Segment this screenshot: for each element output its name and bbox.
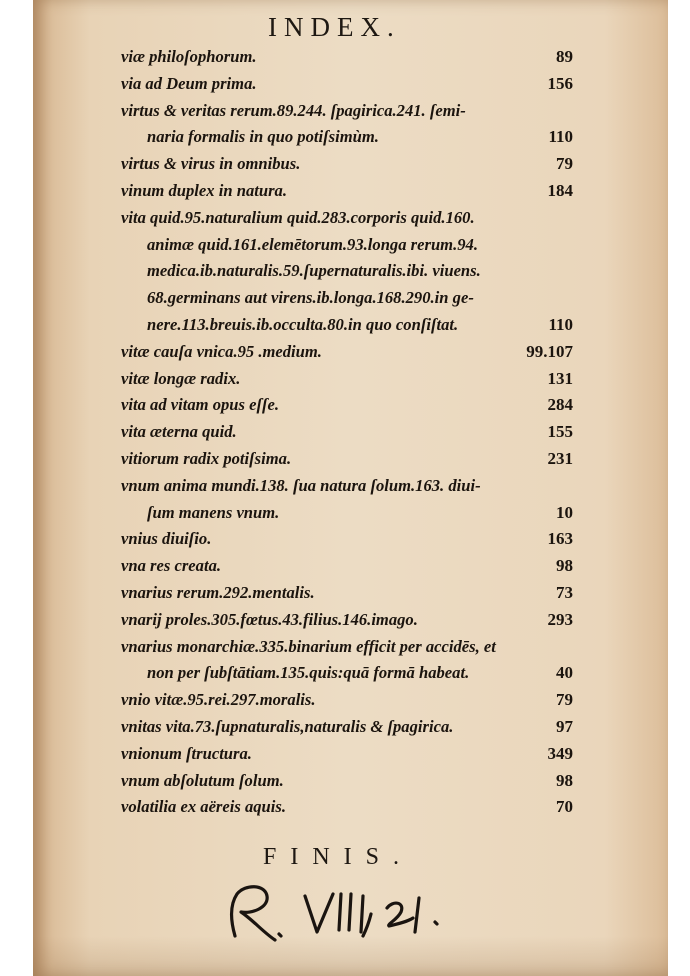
- index-line: [121, 607, 573, 634]
- entry-text: naria formalis in quo potiſsimùm.: [147, 127, 379, 147]
- finis-text: FINIS.: [263, 844, 414, 870]
- entry-text: medica.ib.naturalis.59.ſupernaturalis.ibi. viuens.: [147, 261, 481, 281]
- entry-text: vnius diuiſio.: [121, 529, 212, 549]
- index-line: [121, 232, 573, 259]
- entry-page-number: 79: [556, 690, 573, 710]
- entry-page-number: 163: [547, 529, 573, 549]
- entry-page-number: 79: [556, 154, 573, 174]
- index-entries: [121, 44, 573, 821]
- entry-page-number: 97: [556, 716, 573, 736]
- entry-text: vnionum ſtructura.: [121, 743, 252, 763]
- entry-page-number: 293: [547, 609, 573, 629]
- entry-text: via ad Deum prima.: [121, 73, 257, 93]
- index-line: [121, 285, 573, 312]
- entry-text: vinum duplex in natura.: [121, 180, 287, 200]
- index-line: [121, 500, 573, 527]
- entry-page-number: 89: [556, 47, 573, 66]
- index-line: [121, 392, 573, 419]
- entry-page-number: 10: [556, 502, 573, 522]
- index-line: [121, 473, 573, 500]
- entry-text: ſum manens vnum.: [147, 502, 280, 522]
- handwritten-shelfmark: [223, 874, 483, 954]
- index-line: [121, 794, 573, 821]
- index-line: [121, 71, 573, 98]
- entry-text: vnitas vita.73.ſupnaturalis,naturalis & ſpagirica.: [121, 716, 454, 736]
- index-line: [121, 634, 573, 661]
- index-line: [121, 44, 573, 71]
- entry-text: vitæ cauſa vnica.95 .medium.: [121, 341, 322, 361]
- book-page: [33, 0, 668, 976]
- entry-text: virtus & virus in omnibus.: [121, 154, 301, 174]
- entry-text: vita ad vitam opus eſſe.: [121, 395, 280, 415]
- entry-text: viæ philoſophorum.: [121, 47, 257, 66]
- entry-text: vitiorum radix potiſsima.: [121, 448, 292, 468]
- index-line: [121, 151, 573, 178]
- index-line: [121, 741, 573, 768]
- entry-page-number: 110: [548, 314, 573, 334]
- entry-text: vita quid.95.naturalium quid.283.corporis quid.160.: [121, 207, 475, 227]
- entry-page-number: 184: [547, 180, 573, 200]
- entry-text: virtus & veritas rerum.89.244. ſpagirica.241. ſemi-: [121, 100, 466, 120]
- entry-text: vnarius rerum.292.mentalis.: [121, 582, 315, 602]
- entry-page-number: 349: [547, 743, 573, 763]
- entry-page-number: 98: [556, 556, 573, 576]
- index-line: [121, 419, 573, 446]
- index-line: [121, 768, 573, 795]
- entry-page-number: 99.107: [526, 341, 573, 361]
- entry-text: non per ſubſtātiam.135.quis:quā formā habeat.: [147, 663, 470, 683]
- index-line: [121, 660, 573, 687]
- entry-page-number: 110: [548, 127, 573, 147]
- entry-text: vnio vitæ.95.rei.297.moralis.: [121, 690, 316, 710]
- entry-text: nere.113.breuis.ib.occulta.80.in quo conſiſtat.: [147, 314, 459, 334]
- entry-page-number: 73: [556, 582, 573, 602]
- entry-page-number: 98: [556, 770, 573, 790]
- entry-page-number: 70: [556, 797, 573, 817]
- index-line: [121, 553, 573, 580]
- entry-text: vnarij proles.305.fœtus.43.filius.146.imago.: [121, 609, 418, 629]
- index-line: [121, 714, 573, 741]
- entry-page-number: 40: [556, 663, 573, 683]
- entry-page-number: 131: [547, 368, 573, 388]
- running-head: INDEX.: [268, 12, 401, 42]
- index-line: [121, 580, 573, 607]
- index-line: [121, 339, 573, 366]
- index-line: [121, 446, 573, 473]
- entry-text: vnum anima mundi.138. ſua natura ſolum.163. diui-: [121, 475, 481, 495]
- entry-text: 68.germinans aut virens.ib.longa.168.290.in ge-: [147, 288, 474, 308]
- index-line: [121, 178, 573, 205]
- entry-text: volatilia ex aëreis aquis.: [121, 797, 287, 817]
- entry-page-number: 231: [547, 448, 573, 468]
- entry-text: vnum abſolutum ſolum.: [121, 770, 284, 790]
- index-line: [121, 98, 573, 125]
- entry-text: vna res creata.: [121, 556, 222, 576]
- index-line: [121, 312, 573, 339]
- index-line: [121, 124, 573, 151]
- entry-page-number: 155: [547, 422, 573, 442]
- entry-text: animæ quid.161.elemētorum.93.longa rerum.94.: [147, 234, 478, 254]
- entry-text: vnarius monarchiæ.335.binarium efficit per accidēs, et: [121, 636, 496, 656]
- entry-page-number: 284: [547, 395, 573, 415]
- index-line: [121, 205, 573, 232]
- index-line: [121, 526, 573, 553]
- entry-page-number: 156: [547, 73, 573, 93]
- entry-text: vita æterna quid.: [121, 422, 237, 442]
- entry-text: vitæ longæ radix.: [121, 368, 241, 388]
- index-line: [121, 258, 573, 285]
- index-line: [121, 687, 573, 714]
- index-line: [121, 366, 573, 393]
